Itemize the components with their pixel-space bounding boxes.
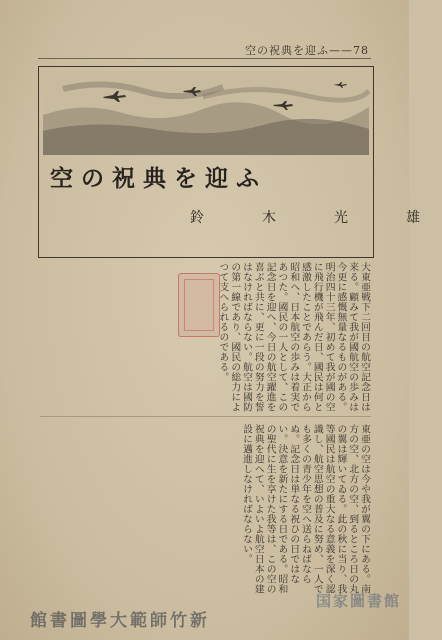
section-divider <box>40 416 371 417</box>
seal-inner-border <box>184 279 214 331</box>
library-watermark-right: 国家圖書館 <box>315 592 401 610</box>
author-name: 鈴 木 光 雄 <box>190 210 442 226</box>
library-seal-stamp <box>178 273 220 337</box>
body-upper-section: 大東亜戦下二回目の航空記念日は来る。顧みて我が國航空の歩みは今更に感慨無量なるものがある。明治四十三年、初めて我が國の空に飛行機が飛んだ日、國民は何と感激したことであらう。大正から昭和へ、日本航空の歩みは着実であつた。國民の一人として、この記念日を迎へ、今日の航空躍進を喜ぶと共に、更に一段の努力を誓はなければならない。航空は國防の第一線であり、國民の総力によつて支へられるのである。 <box>217 262 370 412</box>
header-rule <box>38 58 371 59</box>
running-header: 空の祝典を迎ふ——78 <box>245 44 369 57</box>
article-title: 空の祝典を迎ふ <box>50 165 267 192</box>
body-lower-section: 東亜の空は今や我が翼の下にある。南方の空、北方の空、到るところ日の丸の翼は輝いてゐる。此の秋に当り、我等國民は航空の重大なる意義を深く認識し、航空思想の普及に努め、一人でも多くの青少年を空へ送らねばならぬ。記念日は単なる祝ひの日ではない。決意を新たにする日である。昭和の聖代に生を享けた我等は、この空の祝典を迎へて、いよいよ航空日本の建設に邁進しなければならない。 <box>241 424 370 594</box>
airplanes-over-clouds-icon <box>43 71 369 155</box>
library-watermark-left: 館書圖學大範師竹新 <box>30 611 210 631</box>
